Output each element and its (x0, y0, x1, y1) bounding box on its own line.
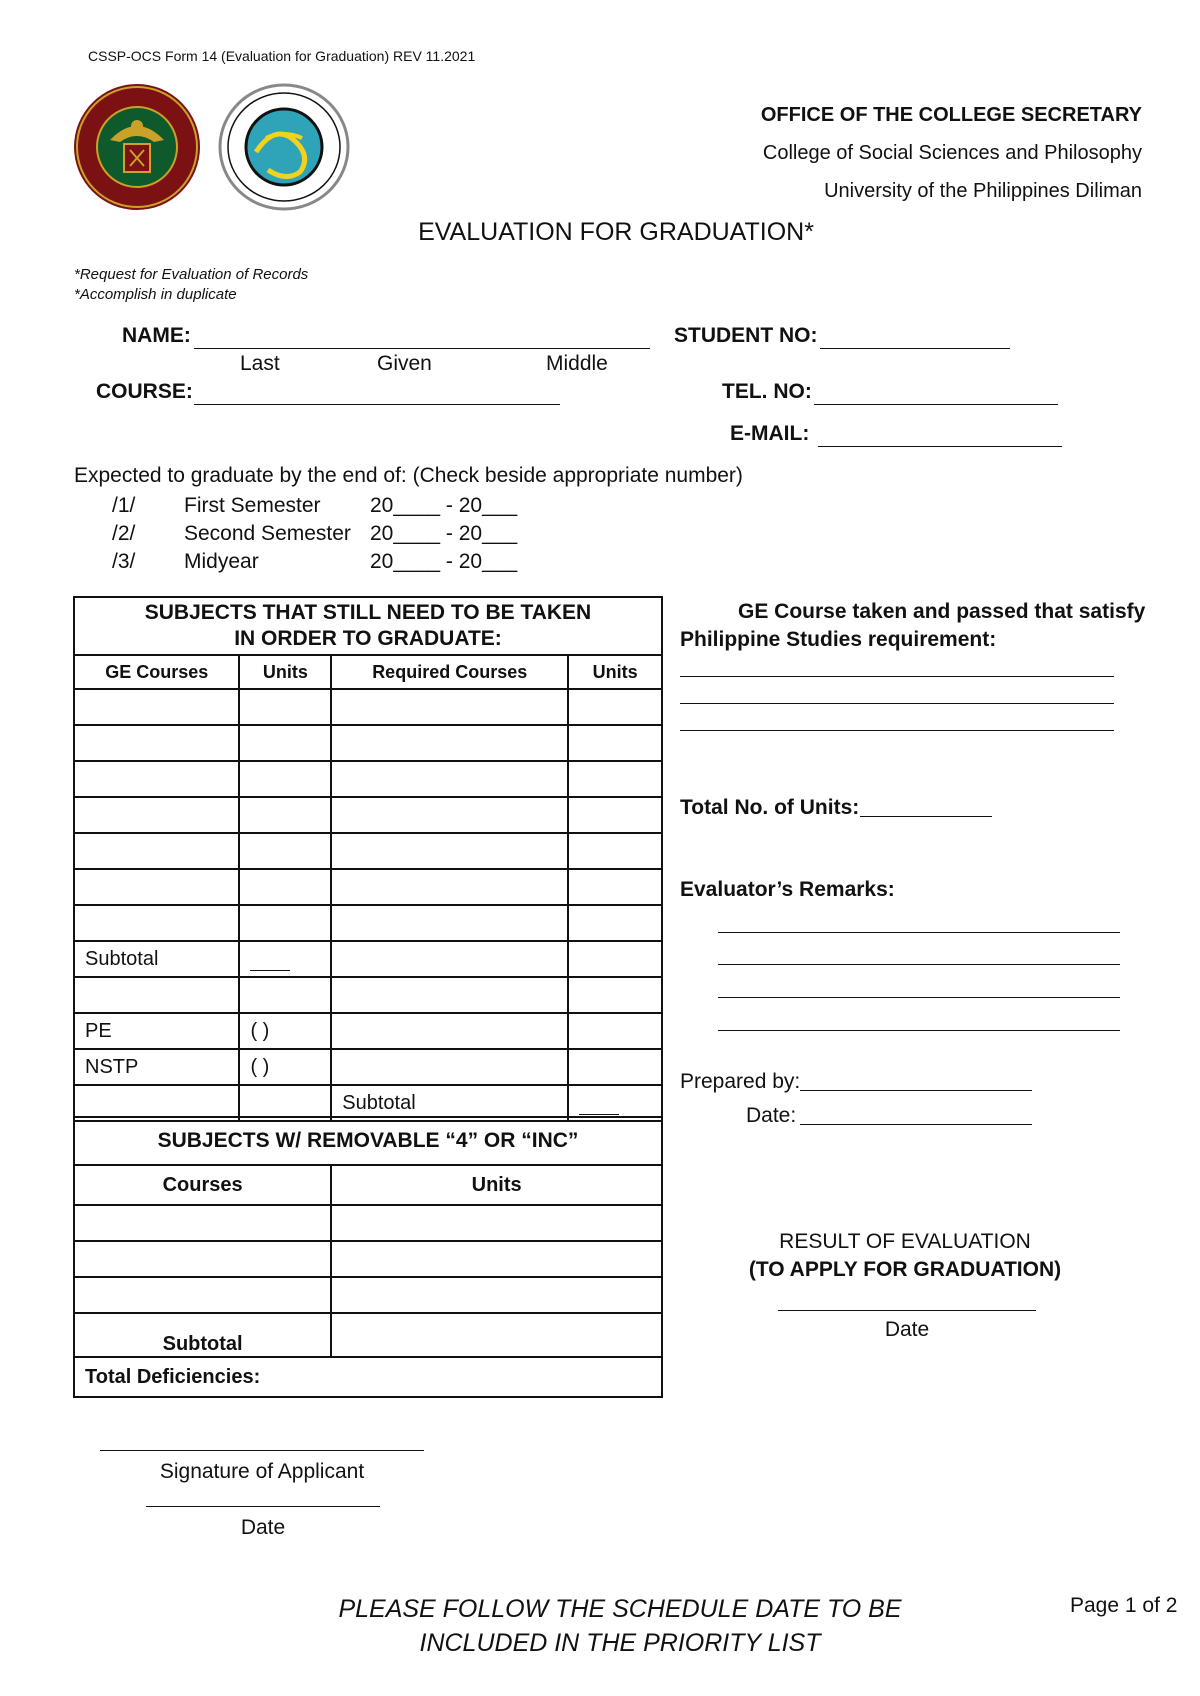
page-title: EVALUATION FOR GRADUATION* (418, 218, 814, 246)
option-2-term: Second Semester (184, 522, 351, 545)
evaluator-remarks-label: Evaluator’s Remarks: (680, 878, 895, 901)
applicant-signature-label: Signature of Applicant (159, 1460, 365, 1483)
option-2-number[interactable]: /2/ (112, 522, 136, 545)
applicant-signature-field[interactable] (100, 1450, 424, 1451)
option-3-term: Midyear (184, 550, 259, 573)
removable-subtotal-field[interactable] (331, 1313, 662, 1357)
header-units: Units (239, 655, 331, 689)
university-name: University of the Philippines Diliman (824, 180, 1142, 202)
course-field[interactable] (194, 380, 560, 405)
name-part-middle: Middle (546, 352, 608, 375)
prepared-date-field[interactable] (800, 1124, 1032, 1125)
option-1-year[interactable]: 20____ - 20___ (370, 494, 518, 517)
applicant-date-field[interactable] (146, 1506, 380, 1507)
table-row[interactable] (74, 1277, 662, 1313)
student-no-field[interactable] (820, 324, 1010, 349)
name-part-given: Given (377, 352, 432, 375)
table-row[interactable] (74, 725, 662, 761)
total-units-label: Total No. of Units: (680, 796, 860, 819)
ge-subtotal-label: Subtotal (74, 941, 239, 977)
result-date-field[interactable] (778, 1310, 1036, 1311)
page-number: Page 1 of 2 (1070, 1594, 1178, 1617)
removable-subtotal-label: Subtotal (74, 1313, 331, 1357)
prepared-by-field[interactable] (800, 1090, 1032, 1091)
total-deficiencies-label: Total Deficiencies: (74, 1357, 662, 1397)
option-1-term: First Semester (184, 494, 321, 517)
footer-notice-2: INCLUDED IN THE PRIORITY LIST (419, 1629, 821, 1657)
form-code: CSSP-OCS Form 14 (Evaluation for Graduation) REV 11.2021 (88, 48, 476, 64)
college-name: College of Social Sciences and Philosophy (762, 142, 1142, 164)
option-1-number[interactable]: /1/ (112, 494, 136, 517)
ge-requirement-line-2[interactable] (680, 703, 1114, 704)
required-subtotal-label: Subtotal (331, 1085, 568, 1121)
header-required-courses: Required Courses (331, 655, 568, 689)
subjects-table (73, 596, 663, 1122)
table-row[interactable] (74, 797, 662, 833)
nstp-units[interactable]: ( ) (239, 1049, 331, 1085)
ge-requirement-title-2: Philippine Studies requirement: (680, 628, 997, 651)
removable-table (73, 1116, 663, 1398)
option-3-year[interactable]: 20____ - 20___ (370, 550, 518, 573)
table-row[interactable] (74, 689, 662, 725)
remarks-line-3[interactable] (718, 997, 1120, 998)
table-row[interactable] (74, 761, 662, 797)
name-label: NAME: (122, 324, 191, 347)
prepared-by-label: Prepared by: (680, 1070, 801, 1093)
header-units-removable: Units (331, 1165, 662, 1205)
remarks-line-4[interactable] (718, 1030, 1120, 1031)
course-label: COURSE: (96, 380, 193, 403)
email-field[interactable] (818, 422, 1062, 447)
student-no-label: STUDENT NO: (674, 324, 818, 347)
name-field[interactable] (194, 324, 650, 349)
cssp-seal-logo (216, 82, 352, 212)
name-part-last: Last (240, 352, 280, 375)
applicant-date-label: Date (240, 1516, 286, 1539)
ge-requirement-line-3[interactable] (680, 730, 1114, 731)
up-seal-logo (72, 82, 202, 212)
header-units-required: Units (568, 655, 662, 689)
option-3-number[interactable]: /3/ (112, 550, 136, 573)
subjects-table-title: SUBJECTS THAT STILL NEED TO BE TAKEN IN ORDER TO GRADUATE: (74, 597, 662, 655)
tel-no-label: TEL. NO: (722, 380, 812, 403)
tel-no-field[interactable] (814, 380, 1058, 405)
office-name: OFFICE OF THE COLLEGE SECRETARY (760, 104, 1142, 126)
remarks-line-1[interactable] (718, 932, 1120, 933)
total-units-field[interactable] (860, 816, 992, 817)
table-row[interactable] (74, 1205, 662, 1241)
table-row[interactable] (74, 977, 662, 1013)
header-courses: Courses (74, 1165, 331, 1205)
email-label: E-MAIL: (730, 422, 810, 445)
pe-units[interactable]: ( ) (239, 1013, 331, 1049)
note-request: *Request for Evaluation of Records (74, 266, 309, 283)
graduation-intro: Expected to graduate by the end of: (Check beside appropriate number) (74, 464, 743, 487)
ge-subtotal-field[interactable] (239, 941, 331, 977)
ge-requirement-line-1[interactable] (680, 676, 1114, 677)
note-duplicate: *Accomplish in duplicate (74, 286, 237, 303)
ge-requirement-title-1: GE Course taken and passed that satisfy (738, 600, 1146, 623)
table-row[interactable] (74, 1241, 662, 1277)
table-row[interactable] (74, 869, 662, 905)
header-ge-courses: GE Courses (74, 655, 239, 689)
table-row[interactable] (74, 905, 662, 941)
result-title: RESULT OF EVALUATION (779, 1230, 1031, 1253)
pe-label: PE (74, 1013, 239, 1049)
table-row[interactable] (74, 833, 662, 869)
result-date-label: Date (884, 1318, 930, 1341)
removable-table-title: SUBJECTS W/ REMOVABLE “4” OR “INC” (74, 1117, 662, 1165)
footer-notice-1: PLEASE FOLLOW THE SCHEDULE DATE TO BE (338, 1595, 902, 1623)
prepared-date-label: Date: (746, 1104, 797, 1127)
nstp-label: NSTP (74, 1049, 239, 1085)
option-2-year[interactable]: 20____ - 20___ (370, 522, 518, 545)
remarks-line-2[interactable] (718, 964, 1120, 965)
result-subtitle: (TO APPLY FOR GRADUATION) (748, 1258, 1062, 1281)
